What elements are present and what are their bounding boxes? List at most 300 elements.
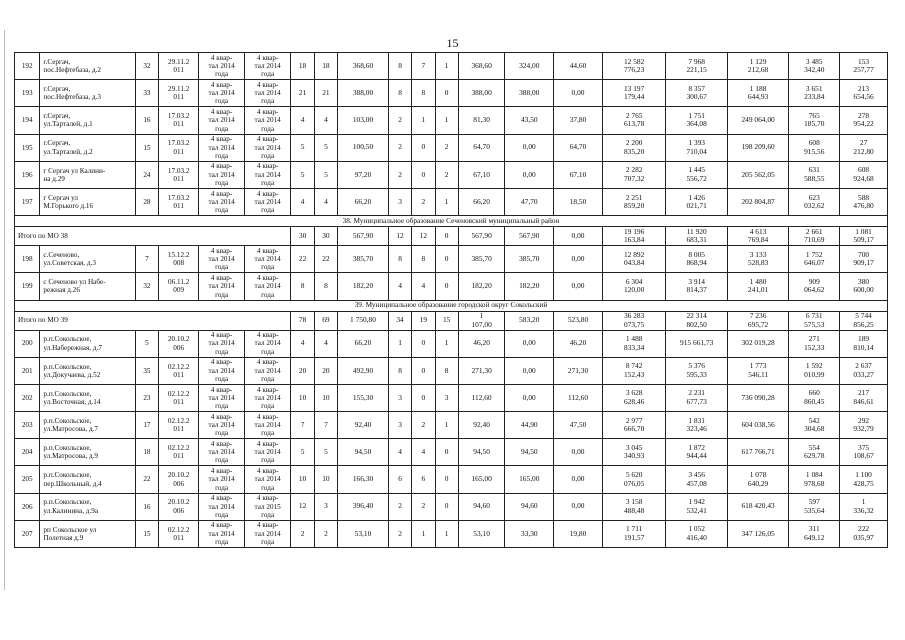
value-cell: 765 185,70 <box>789 107 840 134</box>
value-cell: 2 <box>412 412 435 439</box>
total-value-cell: 19 196 163,84 <box>602 227 666 246</box>
value-cell: 1 592 010,99 <box>789 357 840 384</box>
value-cell: 8 <box>412 80 435 107</box>
total-value-cell: 567,90 <box>338 227 389 246</box>
date-cell: 06.11.2 009 <box>159 273 199 300</box>
actual-date-cell: 4 квар- тал 2014 года <box>244 107 291 134</box>
address-cell: р.п.Сокольское, ул.Восточная, д.14 <box>40 384 135 411</box>
value-cell: 0,00 <box>505 161 554 188</box>
address-cell: р.п.Сокольское, ул.Матросова, д.7 <box>40 412 135 439</box>
value-cell: 2 <box>388 107 411 134</box>
row-number-cell: 207 <box>15 520 40 547</box>
value-cell: 1 872 944,44 <box>666 439 727 466</box>
value-cell: 4 <box>291 330 314 357</box>
value-cell: 189 810,14 <box>840 330 888 357</box>
number-cell: 28 <box>135 188 158 215</box>
date-cell: 02.12.2 011 <box>159 439 199 466</box>
actual-date-cell: 4 квар- тал 2014 года <box>244 330 291 357</box>
value-cell: 18 <box>314 53 337 80</box>
value-cell: 2 231 677,73 <box>666 384 727 411</box>
number-cell: 22 <box>135 466 158 493</box>
row-number-cell: 194 <box>15 107 40 134</box>
value-cell: 18,50 <box>554 188 603 215</box>
number-cell: 15 <box>135 520 158 547</box>
value-cell: 2 <box>412 493 435 520</box>
value-cell: 10 <box>314 466 337 493</box>
value-cell: 81,30 <box>458 107 505 134</box>
value-cell: 5 <box>291 134 314 161</box>
number-cell: 18 <box>135 439 158 466</box>
total-label: Итого по МО 39 <box>15 311 291 330</box>
address-cell: г Сергач ул Калини- на д.29 <box>40 161 135 188</box>
value-cell: 7 <box>412 53 435 80</box>
value-cell: 8 <box>388 246 411 273</box>
value-cell: 94,50 <box>505 439 554 466</box>
value-cell: 388,00 <box>338 80 389 107</box>
date-cell: 02.12.2 011 <box>159 384 199 411</box>
value-cell: 660 860,45 <box>789 384 840 411</box>
actual-date-cell: 4 квар- тал 2014 года <box>244 53 291 80</box>
total-value-cell: 11 920 683,31 <box>666 227 727 246</box>
total-value-cell: 7 236 695,72 <box>727 311 788 330</box>
total-row <box>15 311 888 330</box>
value-cell: 155,30 <box>338 384 389 411</box>
value-cell: 1 773 546,11 <box>727 357 788 384</box>
value-cell: 292 932,79 <box>840 412 888 439</box>
total-value-cell: 567,90 <box>505 227 554 246</box>
total-value-cell: 583,20 <box>505 311 554 330</box>
value-cell: 8 <box>291 273 314 300</box>
value-cell: 2 <box>388 520 411 547</box>
value-cell: 4 <box>412 439 435 466</box>
value-cell: 2 <box>388 493 411 520</box>
value-cell: 20 <box>314 357 337 384</box>
date-cell: 17.03.2 011 <box>159 188 199 215</box>
value-cell: 8 005 868,94 <box>666 246 727 273</box>
row-number-cell: 202 <box>15 384 40 411</box>
value-cell: 1 <box>435 412 458 439</box>
row-number-cell: 205 <box>15 466 40 493</box>
value-cell: 1 942 532,41 <box>666 493 727 520</box>
value-cell: 385,70 <box>338 246 389 273</box>
row-number-cell: 206 <box>15 493 40 520</box>
value-cell: 37,80 <box>554 107 603 134</box>
value-cell: 915 661,73 <box>666 330 727 357</box>
value-cell: 1 <box>435 188 458 215</box>
value-cell: 3 <box>388 412 411 439</box>
value-cell: 7 <box>314 412 337 439</box>
section-header-row <box>15 300 888 311</box>
value-cell: 53,10 <box>338 520 389 547</box>
value-cell: 0 <box>435 439 458 466</box>
date-cell: 20.10.2 006 <box>159 466 199 493</box>
row-number-cell: 193 <box>15 80 40 107</box>
value-cell: 1 052 416,40 <box>666 520 727 547</box>
date-cell: 20.10.2 006 <box>159 493 199 520</box>
value-cell: 1 711 191,57 <box>602 520 666 547</box>
value-cell: 2 <box>314 520 337 547</box>
value-cell: 1 488 833,34 <box>602 330 666 357</box>
value-cell: 8 <box>314 273 337 300</box>
value-cell: 385,70 <box>458 246 505 273</box>
value-cell: 182,20 <box>505 273 554 300</box>
table-row <box>15 273 888 300</box>
value-cell: 12 <box>291 493 314 520</box>
planned-date-cell: 4 квар- тал 2014 года <box>199 273 245 300</box>
value-cell: 1 <box>388 330 411 357</box>
value-cell: 1 <box>435 520 458 547</box>
table-row <box>15 439 888 466</box>
housing-program-table <box>14 52 888 548</box>
address-cell: с Сеченово ул Набе- режная д.26 <box>40 273 135 300</box>
total-value-cell: 12 <box>412 227 435 246</box>
value-cell: 8 <box>412 246 435 273</box>
section-title: 39. Муниципальное образование городской округ Сокольский <box>15 300 888 311</box>
actual-date-cell: 4 квар- тал 2014 года <box>244 412 291 439</box>
value-cell: 617 766,71 <box>727 439 788 466</box>
planned-date-cell: 4 квар- тал 2014 года <box>199 80 245 107</box>
table-row <box>15 493 888 520</box>
value-cell: 375 108,67 <box>840 439 888 466</box>
date-cell: 17.03.2 011 <box>159 107 199 134</box>
row-number-cell: 196 <box>15 161 40 188</box>
row-number-cell: 201 <box>15 357 40 384</box>
value-cell: 6 <box>412 466 435 493</box>
value-cell: 604 038,56 <box>727 412 788 439</box>
value-cell: 1 752 646,07 <box>789 246 840 273</box>
planned-date-cell: 4 квар- тал 2014 года <box>199 330 245 357</box>
value-cell: 909 064,62 <box>789 273 840 300</box>
value-cell: 21 <box>291 80 314 107</box>
value-cell: 278 954,22 <box>840 107 888 134</box>
value-cell: 492,90 <box>338 357 389 384</box>
value-cell: 380 600,00 <box>840 273 888 300</box>
value-cell: 388,00 <box>458 80 505 107</box>
value-cell: 0 <box>412 161 435 188</box>
value-cell: 0 <box>435 246 458 273</box>
value-cell: 10 <box>314 384 337 411</box>
planned-date-cell: 4 квар- тал 2014 года <box>199 412 245 439</box>
value-cell: 1 078 640,29 <box>727 466 788 493</box>
table-row <box>15 330 888 357</box>
actual-date-cell: 4 квар- тал 2014 года <box>244 188 291 215</box>
value-cell: 271 152,33 <box>789 330 840 357</box>
address-cell: р.п.Сокольское, пер.Школьный, д.4 <box>40 466 135 493</box>
value-cell: 94,50 <box>338 439 389 466</box>
date-cell: 17.03.2 011 <box>159 161 199 188</box>
value-cell: 8 <box>388 357 411 384</box>
total-value-cell: 30 <box>314 227 337 246</box>
value-cell: 3 <box>388 384 411 411</box>
value-cell: 4 <box>314 188 337 215</box>
value-cell: 0 <box>412 330 435 357</box>
number-cell: 15 <box>135 134 158 161</box>
value-cell: 1 <box>435 107 458 134</box>
total-value-cell: 78 <box>291 311 314 330</box>
value-cell: 4 <box>291 188 314 215</box>
value-cell: 5 <box>291 161 314 188</box>
value-cell: 4 <box>314 107 337 134</box>
total-value-cell: 6 731 575,53 <box>789 311 840 330</box>
value-cell: 311 649,12 <box>789 520 840 547</box>
number-cell: 16 <box>135 493 158 520</box>
address-cell: р.п.Сокольское, ул.Докучаева, д.52 <box>40 357 135 384</box>
value-cell: 1 129 212,68 <box>727 53 788 80</box>
page-number: 15 <box>446 36 459 50</box>
date-cell: 29.11.2 011 <box>159 53 199 80</box>
value-cell: 0 <box>412 384 435 411</box>
value-cell: 66,20 <box>338 188 389 215</box>
value-cell: 112,60 <box>554 384 603 411</box>
address-cell: с.Сеченово, ул.Советская, д.3 <box>40 246 135 273</box>
scan-margin-line <box>4 30 5 590</box>
table-row <box>15 412 888 439</box>
date-cell: 29.11.2 011 <box>159 80 199 107</box>
value-cell: 198 209,60 <box>727 134 788 161</box>
value-cell: 182,20 <box>458 273 505 300</box>
value-cell: 92,40 <box>338 412 389 439</box>
planned-date-cell: 4 квар- тал 2014 года <box>199 246 245 273</box>
value-cell: 368,60 <box>458 53 505 80</box>
actual-date-cell: 4 квар- тал 2014 года <box>244 466 291 493</box>
value-cell: 53,10 <box>458 520 505 547</box>
table-row <box>15 80 888 107</box>
value-cell: 20 <box>291 357 314 384</box>
row-number-cell: 203 <box>15 412 40 439</box>
value-cell: 3 045 340,93 <box>602 439 666 466</box>
table-row <box>15 134 888 161</box>
value-cell: 205 562,05 <box>727 161 788 188</box>
actual-date-cell: 4 квар- тал 2014 года <box>244 520 291 547</box>
row-number-cell: 200 <box>15 330 40 357</box>
value-cell: 0 <box>412 134 435 161</box>
value-cell: 1 426 021,71 <box>666 188 727 215</box>
value-cell: 6 <box>388 466 411 493</box>
address-cell: р.п.Сокольское, ул.Калинина, д.9а <box>40 493 135 520</box>
table-row <box>15 188 888 215</box>
value-cell: 22 <box>314 246 337 273</box>
value-cell: 2 637 033,27 <box>840 357 888 384</box>
total-value-cell: 1 081 509,17 <box>840 227 888 246</box>
planned-date-cell: 4 квар- тал 2014 года <box>199 520 245 547</box>
value-cell: 4 <box>412 273 435 300</box>
value-cell: 213 654,56 <box>840 80 888 107</box>
value-cell: 43,50 <box>505 107 554 134</box>
value-cell: 608 915,56 <box>789 134 840 161</box>
value-cell: 618 420,43 <box>727 493 788 520</box>
actual-date-cell: 4 квар- тал 2015 года <box>244 493 291 520</box>
value-cell: 47,70 <box>505 188 554 215</box>
value-cell: 0,00 <box>554 80 603 107</box>
row-number-cell: 204 <box>15 439 40 466</box>
value-cell: 0,00 <box>505 134 554 161</box>
total-label: Итого по МО 38 <box>15 227 291 246</box>
value-cell: 1 445 556,72 <box>666 161 727 188</box>
section-header-row <box>15 216 888 227</box>
value-cell: 0 <box>412 357 435 384</box>
value-cell: 66,20 <box>338 330 389 357</box>
table-row <box>15 161 888 188</box>
value-cell: 47,50 <box>554 412 603 439</box>
value-cell: 1 <box>435 53 458 80</box>
value-cell: 4 <box>388 273 411 300</box>
value-cell: 21 <box>314 80 337 107</box>
total-value-cell: 30 <box>291 227 314 246</box>
total-value-cell: 34 <box>388 311 411 330</box>
value-cell: 385,70 <box>505 246 554 273</box>
value-cell: 623 032,62 <box>789 188 840 215</box>
value-cell: 271,30 <box>458 357 505 384</box>
address-cell: г Сергач ул М.Горького д.16 <box>40 188 135 215</box>
value-cell: 3 651 233,84 <box>789 80 840 107</box>
value-cell: 94,60 <box>458 493 505 520</box>
address-cell: рп Сокольское ул Полетная д.9 <box>40 520 135 547</box>
value-cell: 3 133 528,83 <box>727 246 788 273</box>
address-cell: р.п.Сокольское, ул.Набережная, д.7 <box>40 330 135 357</box>
value-cell: 27 212,80 <box>840 134 888 161</box>
value-cell: 2 <box>291 520 314 547</box>
value-cell: 8 <box>388 80 411 107</box>
table-row <box>15 107 888 134</box>
value-cell: 165,00 <box>458 466 505 493</box>
value-cell: 22 <box>291 246 314 273</box>
value-cell: 166,30 <box>338 466 389 493</box>
date-cell: 17.03.2 011 <box>159 134 199 161</box>
total-value-cell: 15 <box>435 311 458 330</box>
total-value-cell: 0 <box>435 227 458 246</box>
value-cell: 7 968 221,15 <box>666 53 727 80</box>
value-cell: 1 <box>435 330 458 357</box>
value-cell: 94,60 <box>505 493 554 520</box>
value-cell: 2 <box>435 161 458 188</box>
value-cell: 165,00 <box>505 466 554 493</box>
table-row <box>15 53 888 80</box>
total-value-cell: 69 <box>314 311 337 330</box>
planned-date-cell: 4 квар- тал 2014 года <box>199 384 245 411</box>
value-cell: 2 282 707,32 <box>602 161 666 188</box>
value-cell: 153 257,77 <box>840 53 888 80</box>
value-cell: 0,00 <box>554 273 603 300</box>
value-cell: 4 <box>388 439 411 466</box>
planned-date-cell: 4 квар- тал 2014 года <box>199 188 245 215</box>
value-cell: 1 751 364,08 <box>666 107 727 134</box>
actual-date-cell: 4 квар- тал 2014 года <box>244 439 291 466</box>
value-cell: 0,00 <box>505 384 554 411</box>
value-cell: 3 914 814,37 <box>666 273 727 300</box>
value-cell: 347 126,05 <box>727 520 788 547</box>
date-cell: 02.12.2 011 <box>159 520 199 547</box>
value-cell: 1 480 241,01 <box>727 273 788 300</box>
value-cell: 18 <box>291 53 314 80</box>
value-cell: 3 <box>314 493 337 520</box>
address-cell: р.п.Сокольское, ул.Матросова, д.9 <box>40 439 135 466</box>
value-cell: 597 535,64 <box>789 493 840 520</box>
value-cell: 217 846,61 <box>840 384 888 411</box>
value-cell: 271,30 <box>554 357 603 384</box>
planned-date-cell: 4 квар- тал 2014 года <box>199 439 245 466</box>
total-value-cell: 523,80 <box>554 311 603 330</box>
value-cell: 13 197 179,44 <box>602 80 666 107</box>
number-cell: 35 <box>135 357 158 384</box>
value-cell: 554 629,78 <box>789 439 840 466</box>
total-value-cell: 2 661 710,69 <box>789 227 840 246</box>
value-cell: 2 200 835,20 <box>602 134 666 161</box>
value-cell: 3 628 628,46 <box>602 384 666 411</box>
value-cell: 1 <box>412 520 435 547</box>
value-cell: 0,00 <box>554 439 603 466</box>
date-cell: 15.12.2 008 <box>159 246 199 273</box>
table-body <box>15 53 888 548</box>
total-value-cell: 567,90 <box>458 227 505 246</box>
planned-date-cell: 4 квар- тал 2014 года <box>199 493 245 520</box>
value-cell: 1 393 710,04 <box>666 134 727 161</box>
value-cell: 1 831 323,46 <box>666 412 727 439</box>
value-cell: 97,20 <box>338 161 389 188</box>
address-cell: г.Сергач, ул.Тарталей, д.2 <box>40 134 135 161</box>
value-cell: 202 804,87 <box>727 188 788 215</box>
value-cell: 368,60 <box>338 53 389 80</box>
total-value-cell: 1 107,00 <box>458 311 505 330</box>
value-cell: 249 064,00 <box>727 107 788 134</box>
value-cell: 324,00 <box>505 53 554 80</box>
address-cell: г.Сергач, пос.Нефтебаза, д.2 <box>40 53 135 80</box>
value-cell: 2 <box>435 134 458 161</box>
value-cell: 3 158 488,48 <box>602 493 666 520</box>
table-row <box>15 466 888 493</box>
value-cell: 2 251 859,20 <box>602 188 666 215</box>
value-cell: 5 <box>314 439 337 466</box>
value-cell: 0 <box>435 273 458 300</box>
value-cell: 542 304,68 <box>789 412 840 439</box>
number-cell: 32 <box>135 273 158 300</box>
value-cell: 2 765 613,78 <box>602 107 666 134</box>
value-cell: 10 <box>291 384 314 411</box>
value-cell: 67,10 <box>458 161 505 188</box>
date-cell: 20.10.2 006 <box>159 330 199 357</box>
value-cell: 388,00 <box>505 80 554 107</box>
value-cell: 2 <box>388 134 411 161</box>
total-value-cell: 4 613 769,84 <box>727 227 788 246</box>
value-cell: 5 376 595,33 <box>666 357 727 384</box>
value-cell: 2 <box>388 161 411 188</box>
value-cell: 1 188 644,93 <box>727 80 788 107</box>
value-cell: 1 100 428,75 <box>840 466 888 493</box>
value-cell: 302 019,28 <box>727 330 788 357</box>
number-cell: 23 <box>135 384 158 411</box>
value-cell: 46,20 <box>554 330 603 357</box>
number-cell: 7 <box>135 246 158 273</box>
row-number-cell: 198 <box>15 246 40 273</box>
value-cell: 7 <box>291 412 314 439</box>
value-cell: 3 485 342,40 <box>789 53 840 80</box>
planned-date-cell: 4 квар- тал 2014 года <box>199 357 245 384</box>
value-cell: 608 924,68 <box>840 161 888 188</box>
value-cell: 64,70 <box>458 134 505 161</box>
value-cell: 5 <box>291 439 314 466</box>
value-cell: 3 <box>388 188 411 215</box>
number-cell: 33 <box>135 80 158 107</box>
value-cell: 4 <box>291 107 314 134</box>
table-row <box>15 357 888 384</box>
value-cell: 94,50 <box>458 439 505 466</box>
total-value-cell: 36 283 073,75 <box>602 311 666 330</box>
actual-date-cell: 4 квар- тал 2014 года <box>244 134 291 161</box>
row-number-cell: 195 <box>15 134 40 161</box>
value-cell: 0 <box>435 466 458 493</box>
section-title: 38. Муниципальное образование Сеченовский муниципальный район <box>15 216 888 227</box>
value-cell: 0,00 <box>505 357 554 384</box>
value-cell: 0,00 <box>554 466 603 493</box>
